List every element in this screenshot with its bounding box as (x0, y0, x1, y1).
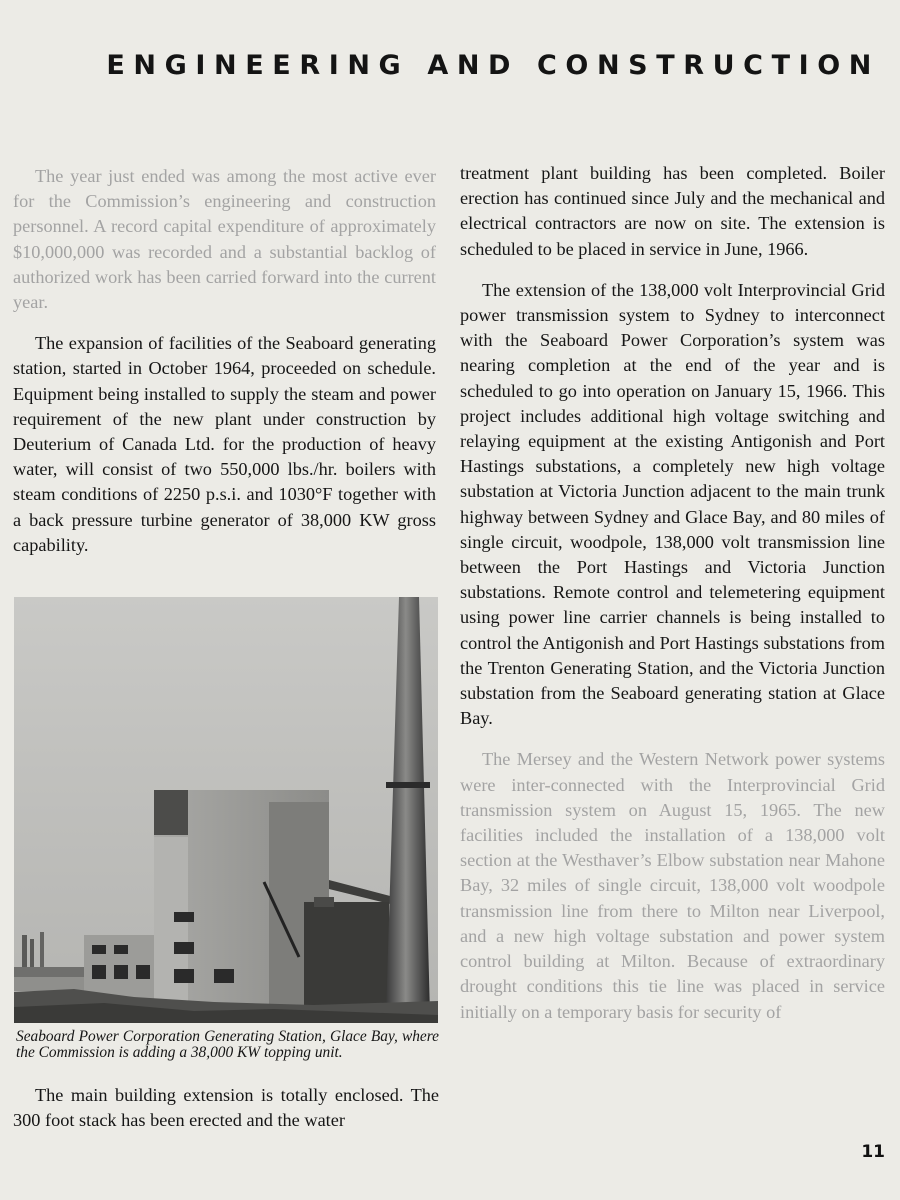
paragraph-treatment-plant: treatment plant building has been completed. Boiler erection has continued since July and the mechanical and electrical contractors are now on site. The extension is scheduled to be placed in service in June, 1966. (460, 163, 885, 259)
paragraph-building-extension: The main building extension is totally enclosed. The 300 foot stack has been erected and the water (13, 1085, 439, 1131)
left-column-continuation (13, 1083, 439, 1133)
right-column (460, 161, 885, 1025)
page-number: 11 (861, 1142, 885, 1162)
paragraph-mersey-western: The Mersey and the Western Network power systems were inter-connected with the Interprovincial Grid transmission system on August 15, 1965. The new facilities included the installation of a 138,000 volt section at the Westhaver’s Elbow substation near Mahone Bay, 32 miles of single circuit, 138,000 volt woodpole transmission line from there to Milton near Liverpool, and a new high voltage substation and power system control building at Milton. Because of extraordinary drought conditions this tie line was placed in service initially on a temporary basis for security of (460, 749, 885, 1022)
left-column (13, 164, 436, 558)
paragraph-interprovincial-grid: The extension of the 138,000 volt Interprovincial Grid power transmission system to Sydney to interconnect with the Seaboard Power Corporation’s system was nearing completion at the end of the year and is scheduled to go into operation on January 15, 1966. This project includes additional high voltage switching and relaying equipment at the existing Antigonish and Port Hastings substations, a completely new high voltage substation at Victoria Junction adjacent to the main trunk highway between Sydney and Glace Bay, and 80 miles of single circuit, woodpole, 138,000 volt transmission line between the Port Hastings and Victoria Junction substations. Remote control and telemetering equipment using power line carrier channels is being installed to control the Antigonish and Port Hastings substations from the Trenton Generating Station, and the Victoria Junction substation from the Seaboard generating station at Glace Bay. (460, 279, 885, 729)
paragraph-intro: The year just ended was among the most active ever for the Commission’s engineering and construction personnel. A record capital expenditure of approximately $10,000,000 was recorded and a substantial backlog of authorized work has been carried forward into the current year. (13, 166, 436, 313)
paragraph-seaboard-expansion: The expansion of facilities of the Seaboard generating station, started in October 1964, proceeded on schedule. Equipment being installed to supply the steam and power requirement of the new plant under construction by Deuterium of Canada Ltd. for the production of heavy water, will consist of two 550,000 lbs./hr. boilers with steam conditions of 2250 p.s.i. and 1030°F together with a back pressure turbine generator of 38,000 KW gross capability. (13, 333, 436, 555)
photo-caption: Seaboard Power Corporation Generating Station, Glace Bay, where the Commission is adding a 38,000 KW topping unit. (16, 1028, 439, 1061)
generating-station-illustration (14, 597, 438, 1023)
generating-station-photo (14, 597, 438, 1023)
page-title: ENGINEERING AND CONSTRUCTION (106, 50, 880, 81)
